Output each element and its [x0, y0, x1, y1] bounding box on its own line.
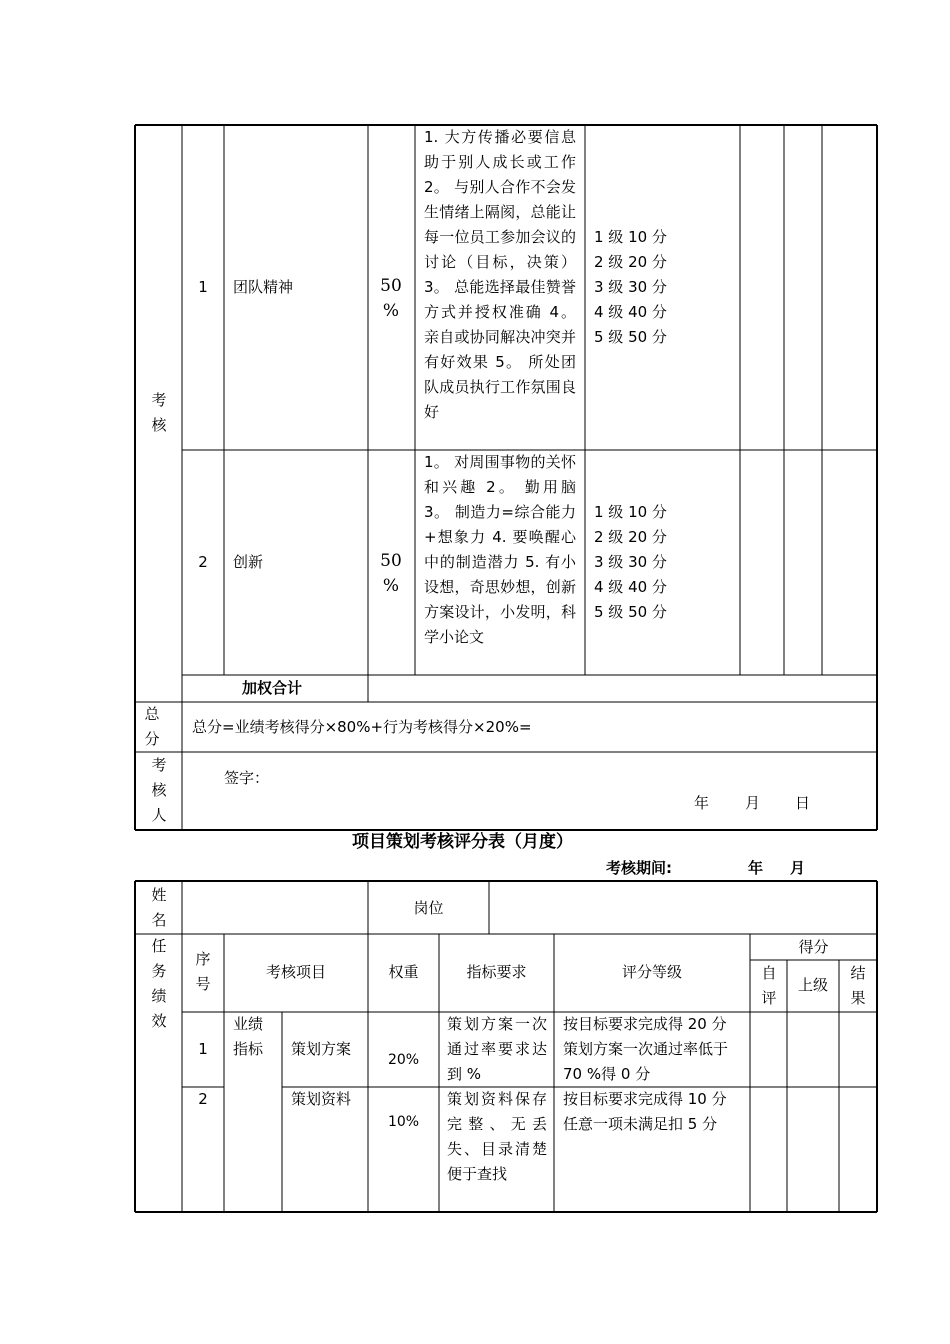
date-month: 月	[745, 794, 761, 812]
header-score: 得分	[798, 938, 829, 956]
row1-number: 1	[198, 278, 208, 296]
total-formula: 总分=业绩考核得分×80%+行为考核得分×20%=	[192, 718, 532, 736]
t2-row2-number: 2	[198, 1090, 208, 1108]
row1-item: 团队精神	[233, 278, 294, 296]
row2-indicator: 1。 对周围事物的关怀和兴趣 2。 勤用脑 3。 制造力=综合能力+想象力 4. 要唤醒心中的制造潜力 5. 有小设想，奇思妙想，创新方案设计，小发明，科学小论文	[424, 453, 576, 646]
reviewer-label: 考 核 人	[151, 756, 167, 824]
period-month: 月	[790, 859, 806, 877]
t2-row2-indicator: 策划资料保存完整、无丢失、目录清楚便于查找	[447, 1090, 547, 1183]
weighted-total-label: 加权合计	[242, 679, 303, 697]
header-superior: 上级	[797, 976, 828, 994]
category-performance-indicator: 业绩 指标	[233, 1015, 264, 1058]
row1-indicator: 1. 大方传播必要信息助于别人成长或工作 2。 与别人合作不会发生情绪上隔阂，总能让每一位员工参加会议的讨论（目标，决策）3。 总能选择最佳赞誉方式并授权准确 4。 亲自或协同解决冲突并有好效果 5。 所处团队成员执行工作氛围良好	[424, 128, 576, 421]
header-indicator: 指标要求	[466, 963, 527, 981]
post-label: 岗位	[413, 899, 444, 917]
date-year: 年	[694, 794, 710, 812]
header-number: 序 号	[195, 950, 211, 993]
header-result: 结 果	[850, 964, 866, 1007]
row2-grades: 1 级 10 分 2 级 20 分 3 级 30 分 4 级 40 分 5 级 50 分	[594, 503, 667, 621]
row1-grades: 1 级 10 分 2 级 20 分 3 级 30 分 4 级 40 分 5 级 50 分	[594, 228, 667, 346]
t2-row1-weight: 20%	[387, 1052, 420, 1068]
row2-item: 创新	[233, 553, 264, 571]
t2-row1-grading: 按目标要求完成得 20 分 策划方案一次通过率低于 70 %得 0 分	[563, 1015, 729, 1083]
header-weight: 权重	[388, 963, 419, 981]
name-label: 姓 名	[151, 886, 167, 929]
t2-row1-item: 策划方案	[291, 1040, 352, 1058]
header-item: 考核项目	[265, 963, 326, 981]
t2-row1-indicator: 策划方案一次通过率要求达到 %	[447, 1015, 547, 1083]
task-performance-label: 任 务 绩 效	[151, 937, 167, 1030]
t2-row2-weight: 10%	[387, 1114, 420, 1130]
t2-row1-number: 1	[198, 1040, 208, 1058]
period-year: 年	[748, 859, 764, 877]
signature-label: 签字：	[224, 769, 270, 787]
period-label: 考核期间:	[606, 859, 672, 877]
date-day: 日	[795, 794, 811, 812]
row2-weight: 50 %	[380, 551, 402, 596]
row1-weight: 50 %	[380, 276, 402, 321]
table2-title: 项目策划考核评分表（月度）	[352, 832, 573, 852]
table1-side-label: 考 核	[151, 391, 167, 434]
total-label: 总 分	[144, 705, 160, 748]
header-grading: 评分等级	[621, 963, 682, 981]
t2-row2-item: 策划资料	[291, 1090, 352, 1108]
row2-number: 2	[198, 553, 208, 571]
t2-row2-grading: 按目标要求完成得 10 分 任意一项未满足扣 5 分	[563, 1090, 727, 1133]
header-self-eval: 自 评	[761, 964, 777, 1007]
